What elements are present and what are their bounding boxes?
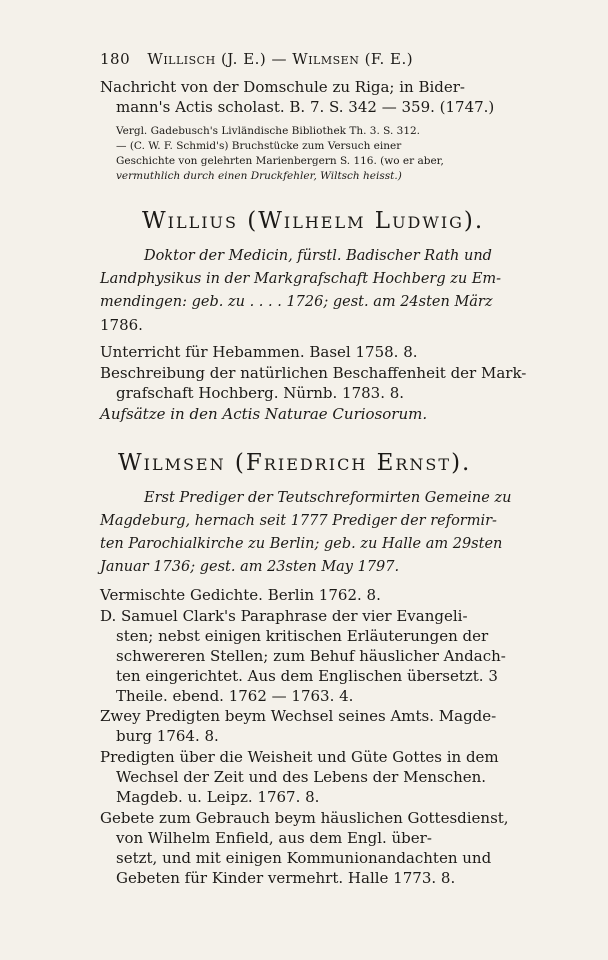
willisch-note-line-3: Geschichte von gelehrten Marienbergern S. 116. (wo er aber, <box>116 155 444 167</box>
willius-bio-line-1: Doktor der Medicin, fürstl. Badischer Rath und <box>144 248 492 264</box>
willius-work-3: Aufsätze in den Actis Naturae Curiosorum. <box>100 405 428 423</box>
willius-work-1: Unterricht für Hebammen. Basel 1758. 8. <box>100 343 418 361</box>
willisch-entry-line-1: Nachricht von der Domschule zu Riga; in Bider- <box>100 78 466 96</box>
willius-bio-line-4: 1786. <box>100 316 143 334</box>
willisch-entry-line-2: mann's Actis scholast. B. 7. S. 342 — 359. (1747.) <box>116 98 495 116</box>
wilmsen-heading: Wilmsen (Friedrich Ernst). <box>118 450 472 476</box>
wilmsen-work-2-line-1: D. Samuel Clark's Paraphrase der vier Evangeli- <box>100 607 468 625</box>
wilmsen-work-1: Vermischte Gedichte. Berlin 1762. 8. <box>100 586 381 604</box>
wilmsen-bio-line-1: Erst Prediger der Teutschreformirten Gemeine zu <box>144 490 512 506</box>
wilmsen-work-3-line-1: Zwey Predigten beym Wechsel seines Amts. Magde- <box>100 707 497 725</box>
wilmsen-work-4-line-3: Magdeb. u. Leipz. 1767. 8. <box>116 788 320 806</box>
wilmsen-work-2-line-5: Theile. ebend. 1762 — 1763. 4. <box>116 687 354 705</box>
willius-work-2-line-1: Beschreibung der natürlichen Beschaffenheit der Mark- <box>100 364 527 382</box>
wilmsen-bio-line-3: ten Parochialkirche zu Berlin; geb. zu Halle am 29sten <box>100 536 503 552</box>
page-header <box>100 50 413 68</box>
wilmsen-work-2-line-4: ten eingerichtet. Aus dem Englischen übersetzt. 3 <box>116 667 498 685</box>
wilmsen-work-2-line-2: sten; nebst einigen kritischen Erläuterungen der <box>116 627 489 645</box>
wilmsen-work-5-line-1: Gebete zum Gebrauch beym häuslichen Gottesdienst, <box>100 809 509 827</box>
page-number: 180 <box>100 50 131 68</box>
wilmsen-work-4-line-2: Wechsel der Zeit und des Lebens der Menschen. <box>116 768 487 786</box>
willisch-note-line-1: Vergl. Gadebusch's Livländische Bibliothek Th. 3. S. 312. <box>116 125 421 137</box>
wilmsen-work-5-line-2: von Wilhelm Enfield, aus dem Engl. über- <box>116 829 432 847</box>
willius-heading: Willius (Wilhelm Ludwig). <box>142 208 485 234</box>
wilmsen-work-3-line-2: burg 1764. 8. <box>116 727 219 745</box>
wilmsen-work-5-line-4: Gebeten für Kinder vermehrt. Halle 1773. 8. <box>116 869 456 887</box>
willius-bio-line-3: mendingen: geb. zu . . . . 1726; gest. am 24sten März <box>100 294 493 310</box>
willisch-note-line-2: — (C. W. F. Schmid's) Bruchstücke zum Versuch einer <box>116 140 402 152</box>
wilmsen-work-4-line-1: Predigten über die Weisheit und Güte Gottes in dem <box>100 748 499 766</box>
wilmsen-work-5-line-3: setzt, und mit einigen Kommunionandachten und <box>116 849 492 867</box>
wilmsen-work-2-line-3: schwereren Stellen; zum Behuf häuslicher Andach- <box>116 647 506 665</box>
running-title: Willisch (J. E.) — Wilmsen (F. E.) <box>147 50 414 68</box>
wilmsen-bio-line-2: Magdeburg, hernach seit 1777 Prediger der reformir- <box>100 513 497 529</box>
willisch-note-line-4: vermuthlich durch einen Druckfehler, Wiltsch heisst.) <box>116 170 402 182</box>
willius-work-2-line-2: grafschaft Hochberg. Nürnb. 1783. 8. <box>116 384 405 402</box>
willius-bio-line-2: Landphysikus in der Markgrafschaft Hochberg zu Em- <box>100 271 502 287</box>
wilmsen-bio-line-4: Januar 1736; gest. am 23sten May 1797. <box>100 559 400 575</box>
